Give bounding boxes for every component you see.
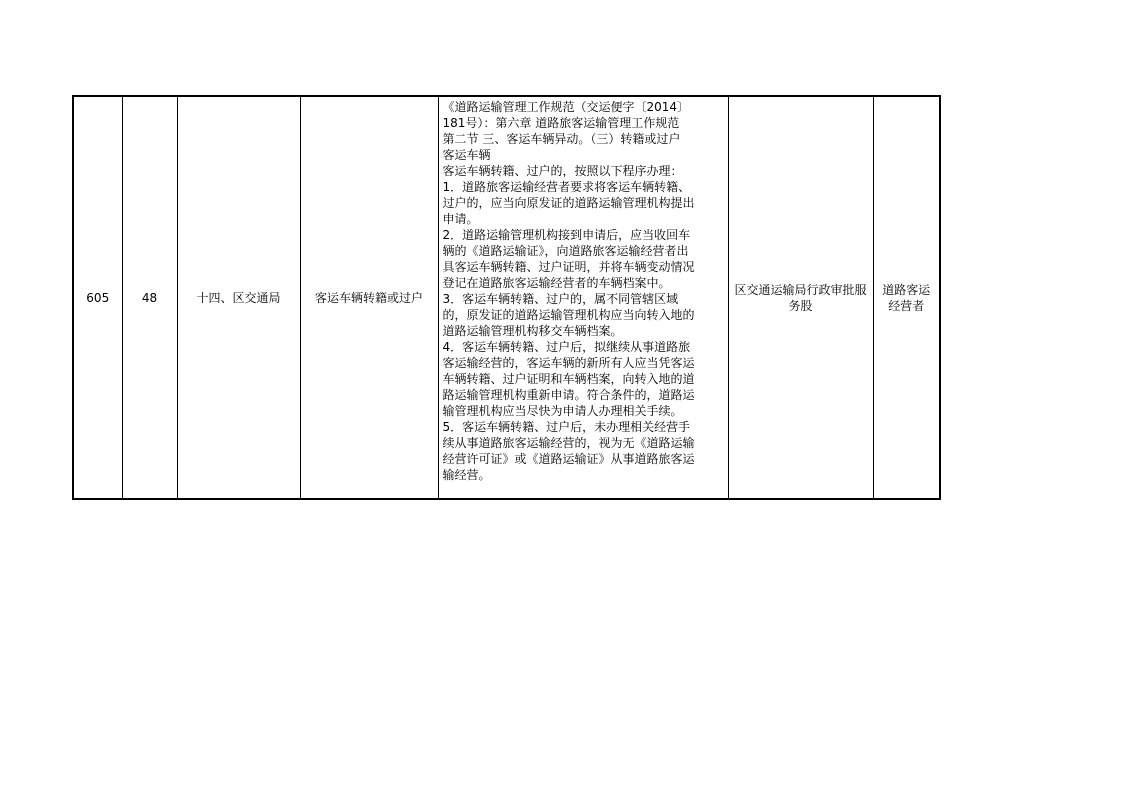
basis-line: 客运车辆 (442, 148, 491, 162)
item-name-cell: 客运车辆转籍或过户 (300, 96, 438, 499)
basis-line: 3．客运车辆转籍、过户的，属不同管辖区域 (442, 292, 679, 306)
basis-line: 的，原发证的道路运输管理机构应当向转入地的 (442, 308, 695, 322)
basis-line: 申请。 (442, 212, 479, 226)
basis-line: 第二节 三、客运车辆异动。（三）转籍或过户 (442, 132, 681, 146)
basis-line: 续从事道路旅客运输经营的，视为无《道路运输 (442, 436, 695, 450)
basis-line: 输管理机构应当尽快为申请人办理相关手续。 (442, 404, 683, 418)
basis-line: 5．客运车辆转籍、过户后，未办理相关经营手 (442, 420, 691, 434)
basis-line: 客运输经营的，客运车辆的新所有人应当凭客运 (442, 356, 695, 370)
basis-line: 181号）：第六章 道路旅客运输管理工作规范 (442, 116, 680, 130)
basis-line: 客运车辆转籍、过户的，按照以下程序办理： (442, 164, 683, 178)
basis-line: 1．道路旅客运输经营者要求将客运车辆转籍、 (442, 180, 691, 194)
basis-line: 经营许可证》或《道路运输证》从事道路旅客运 (442, 452, 695, 466)
basis-line: 登记在道路旅客运输经营者的车辆档案中。 (442, 276, 671, 290)
service-target-cell: 道路客运经营者 (873, 96, 940, 499)
department-cell: 十四、区交通局 (177, 96, 300, 499)
legal-basis-cell (438, 96, 728, 499)
seq-no-cell: 605 (73, 96, 122, 499)
basis-line: 输经营。 (442, 468, 491, 482)
handling-office-cell: 区交通运输局行政审批服务股 (728, 96, 873, 499)
item-no-cell: 48 (122, 96, 177, 499)
basis-line: 道路运输管理机构移交车辆档案。 (442, 324, 623, 338)
basis-line: 车辆转籍、过户证明和车辆档案，向转入地的道 (442, 372, 695, 386)
basis-line: 2．道路运输管理机构接到申请后，应当收回车 (442, 228, 691, 242)
basis-line: 4．客运车辆转籍、过户后，拟继续从事道路旅 (442, 340, 691, 354)
basis-line: 具客运车辆转籍、过户证明，并将车辆变动情况 (442, 260, 695, 274)
table-row (73, 96, 940, 499)
basis-line: 过户的，应当向原发证的道路运输管理机构提出 (442, 196, 695, 210)
basis-line: 《道路运输管理工作规范（交运便字〔2014〕 (442, 100, 690, 114)
basis-line: 路运输管理机构重新申请。符合条件的，道路运 (442, 388, 695, 402)
basis-line: 辆的《道路运输证》，向道路旅客运输经营者出 (442, 244, 689, 258)
record-table (72, 95, 941, 500)
